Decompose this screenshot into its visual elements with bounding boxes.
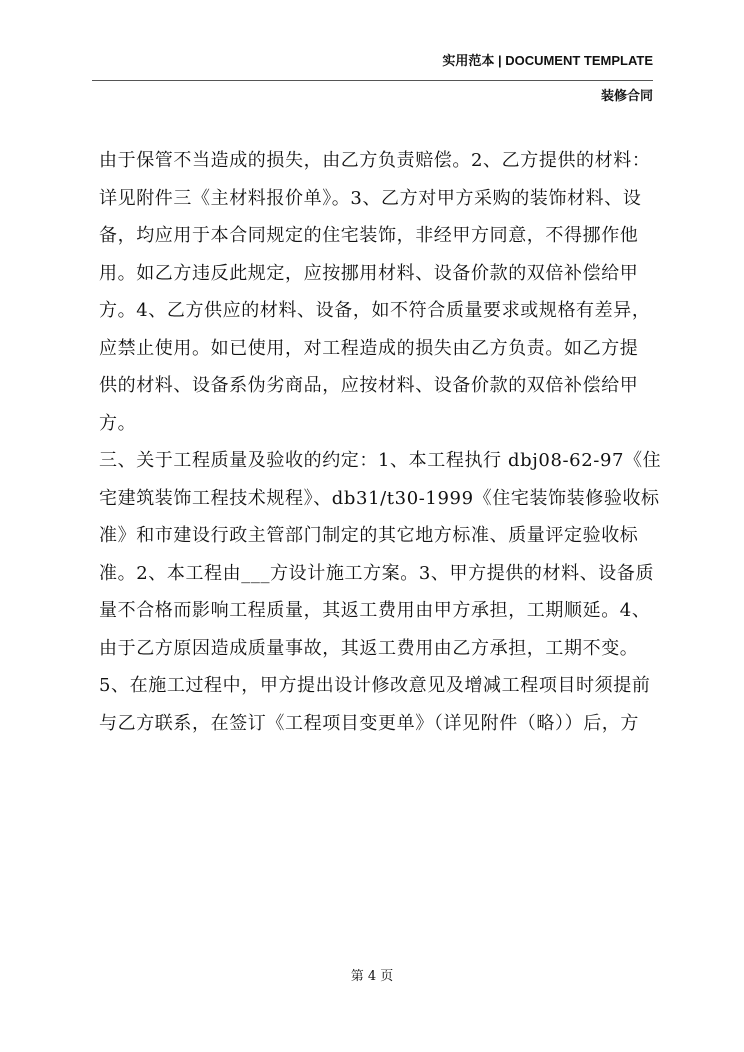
text-line: 5、在施工过程中，甲方提出设计修改意见及增减工程项目时须提前 (99, 675, 651, 696)
text-line: 与乙方联系，在签订《工程项目变更单》（详见附件（略））后，方 (99, 712, 639, 734)
text-line: 方。4、乙方供应的材料、设备，如不符合质量要求或规格有差异， (99, 300, 651, 321)
text-line: 由于保管不当造成的损失，由乙方负责赔偿。2、乙方提供的材料： (99, 150, 651, 171)
text-line: 准》和市建设行政主管部门制定的其它地方标准、质量评定验收标 (99, 525, 639, 546)
body-paragraph (99, 142, 659, 442)
text-line: 方。 (99, 412, 137, 434)
text-line: 量不合格而影响工程质量，其返工费用由甲方承担，工期顺延。4、 (99, 600, 651, 621)
document-header-title: 实用范本 | DOCUMENT TEMPLATE (442, 53, 653, 68)
body-paragraph (99, 442, 662, 742)
text-line: 准。2、本工程由___方设计施工方案。3、甲方提供的材料、设备质 (99, 562, 655, 584)
text-line: 三、关于工程质量及验收的约定：1、本工程执行 dbj08-62-97《住 (99, 450, 662, 471)
text-line: 详见附件三《主材料报价单》。3、乙方对甲方采购的装饰材料、设 (99, 187, 642, 209)
document-body (99, 142, 662, 742)
text-line: 供的材料、设备系伪劣商品，应按材料、设备价款的双倍补偿给甲 (99, 375, 639, 396)
page-number: 第 4 页 (350, 969, 394, 984)
header-divider (92, 80, 653, 81)
text-line: 备，均应用于本合同规定的住宅装饰，非经甲方同意，不得挪作他 (99, 225, 639, 246)
text-line: 宅建筑装饰工程技术规程》、db31/t30-1999《住宅装饰装修验收标 (99, 487, 660, 509)
text-line: 由于乙方原因造成质量事故，其返工费用由乙方承担，工期不变。 (99, 637, 639, 659)
text-line: 应禁止使用。如已使用，对工程造成的损失由乙方负责。如乙方提 (99, 337, 639, 359)
document-header-subtitle: 装修合同 (600, 88, 653, 103)
text-line: 用。如乙方违反此规定，应按挪用材料、设备价款的双倍补偿给甲 (99, 262, 639, 284)
